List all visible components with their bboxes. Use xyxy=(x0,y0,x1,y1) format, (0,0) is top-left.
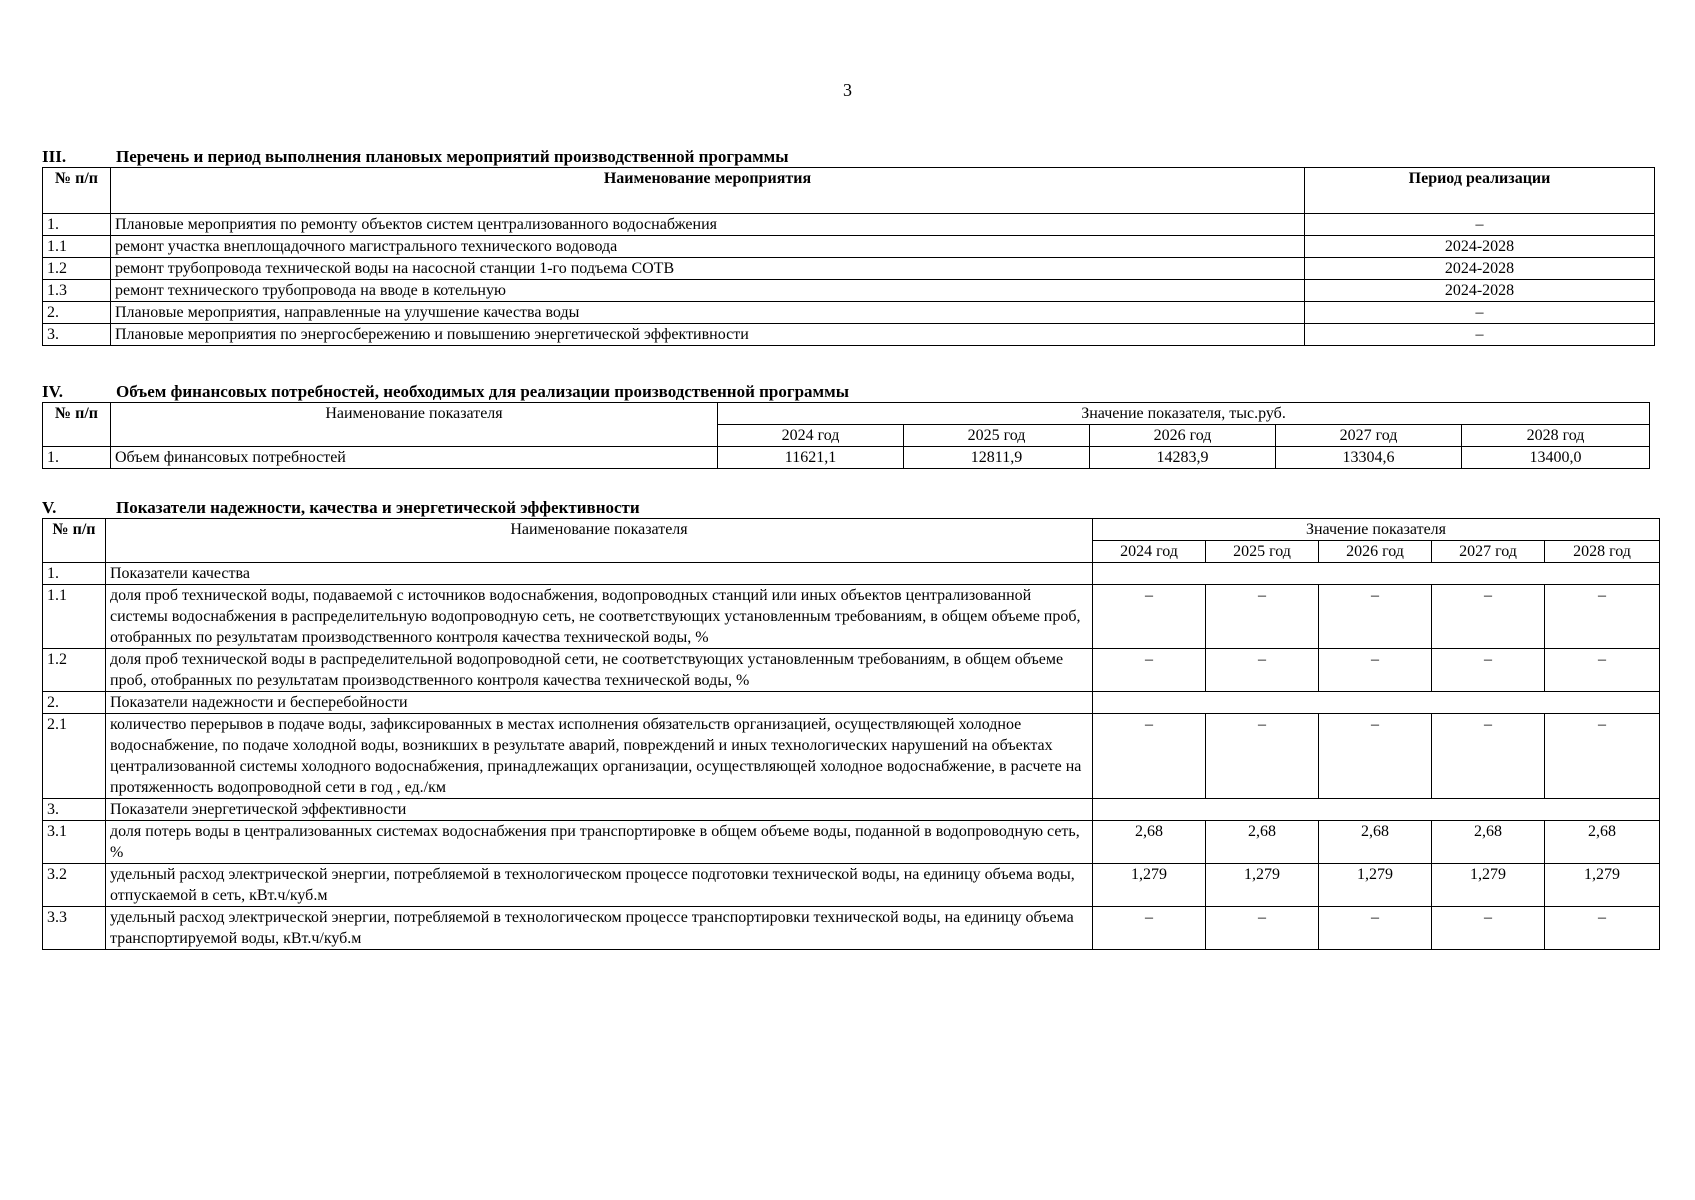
value-cell: 2,68 xyxy=(1319,821,1432,864)
section-4-title xyxy=(42,382,849,402)
value-cell: – xyxy=(1319,714,1432,799)
value-cell: – xyxy=(1545,585,1660,649)
value-cell: 12811,9 xyxy=(904,447,1090,469)
group-row xyxy=(43,799,1660,821)
section-5-number: V. xyxy=(42,498,57,517)
section-3-title-text: Перечень и период выполнения плановых мероприятий производственной программы xyxy=(116,147,789,166)
row-number: 3.2 xyxy=(43,864,106,907)
year-header: 2025 год xyxy=(1206,541,1319,563)
table-row xyxy=(43,447,1650,469)
row-number: 1.3 xyxy=(43,280,111,302)
row-number: 1.1 xyxy=(43,585,106,649)
year-header: 2024 год xyxy=(1093,541,1206,563)
indicator-name: доля потерь воды в централизованных системах водоснабжения при транспортировке в общем объеме воды, поданной в водопроводную сеть, % xyxy=(106,821,1093,864)
header-value: Значение показателя xyxy=(1093,519,1660,541)
header-activity-name: Наименование мероприятия xyxy=(111,168,1305,214)
table-planned-activities xyxy=(42,167,1655,346)
value-cell: – xyxy=(1093,714,1206,799)
header-num: № п/п xyxy=(43,168,111,214)
year-header: 2027 год xyxy=(1276,425,1462,447)
value-cell: – xyxy=(1432,649,1545,692)
table-row xyxy=(43,302,1655,324)
table-row xyxy=(43,649,1660,692)
row-number: 3.3 xyxy=(43,907,106,950)
value-cell: 13304,6 xyxy=(1276,447,1462,469)
value-cell: – xyxy=(1206,714,1319,799)
activity-period: – xyxy=(1305,214,1655,236)
value-cell: – xyxy=(1206,907,1319,950)
value-cell: 2,68 xyxy=(1206,821,1319,864)
value-cell: – xyxy=(1093,649,1206,692)
activity-period: 2024-2028 xyxy=(1305,280,1655,302)
indicator-name: удельный расход электрической энергии, потребляемой в технологическом процессе транспортировки технической воды, на единицу объема транспортируемой воды, кВт.ч/куб.м xyxy=(106,907,1093,950)
value-cell: – xyxy=(1206,649,1319,692)
value-cell: – xyxy=(1432,714,1545,799)
year-header: 2025 год xyxy=(904,425,1090,447)
row-number: 2.1 xyxy=(43,714,106,799)
indicator-name: Показатели качества xyxy=(106,563,1093,585)
value-cell: – xyxy=(1545,714,1660,799)
table-row xyxy=(43,864,1660,907)
year-header: 2028 год xyxy=(1462,425,1650,447)
row-number: 1.2 xyxy=(43,649,106,692)
row-number: 1. xyxy=(43,447,111,469)
indicator-name: доля проб технической воды в распределительной водопроводной сети, не соответствующих установленным требованиям, в общем объеме проб, отобранных по результатам производственного контроля качества технической воды, % xyxy=(106,649,1093,692)
value-cell: – xyxy=(1319,649,1432,692)
row-number: 3. xyxy=(43,324,111,346)
empty-value-cell xyxy=(1093,799,1660,821)
activity-name: ремонт трубопровода технической воды на насосной станции 1-го подъема СОТВ xyxy=(111,258,1305,280)
value-cell: 1,279 xyxy=(1432,864,1545,907)
table-row xyxy=(43,907,1660,950)
header-value-rub: Значение показателя, тыс.руб. xyxy=(718,403,1650,425)
year-header: 2024 год xyxy=(718,425,904,447)
table-row xyxy=(43,258,1655,280)
value-cell: – xyxy=(1093,585,1206,649)
section-5-title xyxy=(42,498,640,518)
row-number: 1. xyxy=(43,563,106,585)
value-cell: 2,68 xyxy=(1093,821,1206,864)
table-row xyxy=(43,585,1660,649)
value-cell: 13400,0 xyxy=(1462,447,1650,469)
row-number: 2. xyxy=(43,302,111,324)
value-cell: 2,68 xyxy=(1432,821,1545,864)
value-cell: 11621,1 xyxy=(718,447,904,469)
activity-name: ремонт технического трубопровода на вводе в котельную xyxy=(111,280,1305,302)
activity-period: 2024-2028 xyxy=(1305,258,1655,280)
empty-value-cell xyxy=(1093,563,1660,585)
indicator-name: количество перерывов в подаче воды, зафиксированных в местах исполнения обязательств организацией, осуществляющей холодное водоснабжение, по подаче холодной воды, возникших в результате аварий, повреждений и иных технологических нарушений на объектах централизованной системы холодного водоснабжения, принадлежащих организации, осуществляющей холодное водоснабжение, в расчете на протяженность водопроводной сети в год , ед./км xyxy=(106,714,1093,799)
table-row xyxy=(43,714,1660,799)
value-cell: – xyxy=(1319,907,1432,950)
indicator-name: Показатели надежности и бесперебойности xyxy=(106,692,1093,714)
value-cell: 1,279 xyxy=(1545,864,1660,907)
indicator-name: удельный расход электрической энергии, потребляемой в технологическом процессе подготовки технической воды, на единицу объема воды, отпускаемой в сеть, кВт.ч/куб.м xyxy=(106,864,1093,907)
value-cell: – xyxy=(1545,649,1660,692)
indicator-name: Показатели энергетической эффективности xyxy=(106,799,1093,821)
indicator-name: доля проб технической воды, подаваемой с источников водоснабжения, водопроводных станций или иных объектов централизованной системы водоснабжения в распределительную водопроводную сеть, не соответствующих установленным требованиям, в общем объеме проб, отобранных по результатам производственного контроля качества технической воды, % xyxy=(106,585,1093,649)
value-cell: 1,279 xyxy=(1093,864,1206,907)
row-number: 1.2 xyxy=(43,258,111,280)
activity-period: – xyxy=(1305,324,1655,346)
section-3-number: III. xyxy=(42,147,67,166)
value-cell: – xyxy=(1093,907,1206,950)
value-cell: – xyxy=(1432,585,1545,649)
row-number: 2. xyxy=(43,692,106,714)
row-number: 1. xyxy=(43,214,111,236)
header-num: № п/п xyxy=(43,403,111,447)
value-cell: – xyxy=(1545,907,1660,950)
activity-name: ремонт участка внеплощадочного магистрального технического водовода xyxy=(111,236,1305,258)
table-reliability-indicators xyxy=(42,518,1660,950)
header-indicator-name: Наименование показателя xyxy=(106,519,1093,563)
value-cell: 1,279 xyxy=(1206,864,1319,907)
section-5-title-text: Показатели надежности, качества и энергетической эффективности xyxy=(116,498,640,517)
section-4-number: IV. xyxy=(42,382,63,401)
value-cell: 14283,9 xyxy=(1090,447,1276,469)
activity-period: – xyxy=(1305,302,1655,324)
table-row xyxy=(43,821,1660,864)
row-number: 3. xyxy=(43,799,106,821)
table-row xyxy=(43,280,1655,302)
activity-name: Плановые мероприятия, направленные на улучшение качества воды xyxy=(111,302,1305,324)
activity-period: 2024-2028 xyxy=(1305,236,1655,258)
year-header: 2026 год xyxy=(1319,541,1432,563)
year-header: 2028 год xyxy=(1545,541,1660,563)
table-row xyxy=(43,214,1655,236)
header-period: Период реализации xyxy=(1305,168,1655,214)
row-number: 1.1 xyxy=(43,236,111,258)
value-cell: – xyxy=(1319,585,1432,649)
value-cell: 2,68 xyxy=(1545,821,1660,864)
section-3-title xyxy=(42,147,789,167)
row-number: 3.1 xyxy=(43,821,106,864)
value-cell: – xyxy=(1206,585,1319,649)
activity-name: Плановые мероприятия по энергосбережению и повышению энергетической эффективности xyxy=(111,324,1305,346)
header-indicator-name: Наименование показателя xyxy=(111,403,718,447)
indicator-name: Объем финансовых потребностей xyxy=(111,447,718,469)
table-row xyxy=(43,236,1655,258)
table-financial-needs xyxy=(42,402,1650,469)
header-num: № п/п xyxy=(43,519,106,563)
page-number: 3 xyxy=(843,80,852,100)
value-cell: 1,279 xyxy=(1319,864,1432,907)
value-cell: – xyxy=(1432,907,1545,950)
group-row xyxy=(43,692,1660,714)
year-header: 2027 год xyxy=(1432,541,1545,563)
section-4-title-text: Объем финансовых потребностей, необходимых для реализации производственной программы xyxy=(116,382,849,401)
activity-name: Плановые мероприятия по ремонту объектов систем централизованного водоснабжения xyxy=(111,214,1305,236)
group-row xyxy=(43,563,1660,585)
year-header: 2026 год xyxy=(1090,425,1276,447)
table-row xyxy=(43,324,1655,346)
empty-value-cell xyxy=(1093,692,1660,714)
